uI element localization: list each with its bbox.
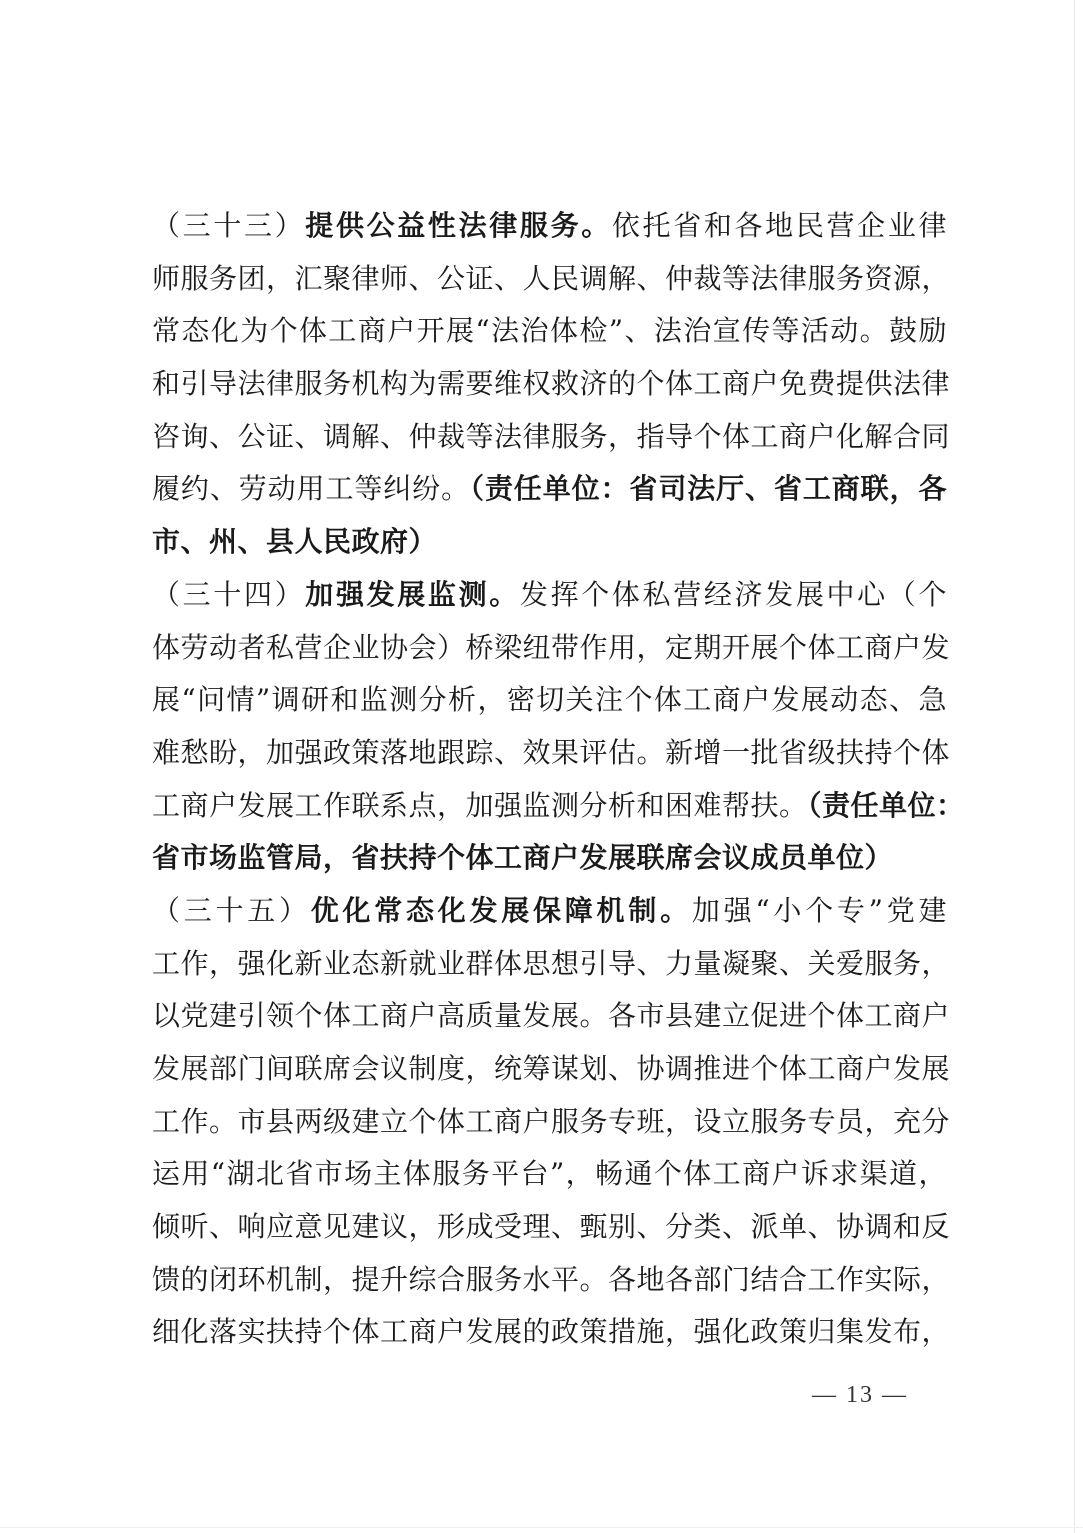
body-text: 发展部门间联席会议制度，统筹谋划、协调推进个体工商户发展 bbox=[152, 1052, 951, 1085]
text-line bbox=[152, 411, 951, 464]
bold-text: 提供公益性法律服务。 bbox=[305, 209, 612, 242]
bold-text: 市、州、县人民政府） bbox=[152, 525, 438, 559]
text-line bbox=[152, 1148, 947, 1201]
text-line bbox=[152, 463, 947, 516]
body-text: 体劳动者私营企业协会）桥梁纽带作用，定期开展个体工商户发 bbox=[152, 630, 951, 664]
text-line bbox=[152, 885, 947, 938]
page-number: — 13 — bbox=[812, 1382, 908, 1408]
text-line bbox=[152, 1254, 951, 1307]
text-line bbox=[152, 990, 951, 1043]
body-text: 馈的闭环机制，提升综合服务水平。各地各部门结合工作实际， bbox=[152, 1262, 951, 1296]
body-text: 工作。市县两级建立个体工商户服务专班，设立服务专员，充分 bbox=[152, 1104, 951, 1138]
body-text: 倾听、响应意见建议，形成受理、甄别、分类、派单、协调和反 bbox=[152, 1210, 951, 1244]
body-text: （三十三） bbox=[152, 209, 306, 242]
body-text: 难愁盼，加强政策落地跟踪、效果评估。新增一批省级扶持个体 bbox=[152, 735, 951, 769]
body-text: 和引导法律服务机构为需要维权救济的个体工商户免费提供法律 bbox=[152, 367, 951, 401]
document-body bbox=[152, 200, 965, 1359]
text-line bbox=[152, 200, 947, 253]
bold-text: （责任单位： bbox=[807, 788, 965, 822]
text-line bbox=[152, 516, 947, 569]
body-text: 履约、劳动用工等纠纷。 bbox=[152, 472, 470, 506]
text-line bbox=[152, 727, 951, 780]
bold-text: 加强发展监测。 bbox=[305, 577, 520, 611]
body-text: 依托省和各地民营企业律 bbox=[611, 209, 947, 242]
text-line bbox=[152, 938, 951, 991]
body-text: 常态化为个体工商户开展“法治体检”、法治宣传等活动。鼓励 bbox=[152, 314, 947, 348]
body-text: 加强“小个专”党建 bbox=[691, 893, 947, 927]
bold-text: 省市场监管局，省扶持个体工商户发展联席会议成员单位） bbox=[152, 841, 894, 875]
body-text: （三十四） bbox=[152, 577, 306, 611]
text-line bbox=[152, 780, 965, 833]
bottom-rule bbox=[0, 1527, 1083, 1528]
text-line bbox=[152, 1306, 951, 1359]
body-text: （三十五） bbox=[152, 893, 311, 927]
body-text: 咨询、公证、调解、仲裁等法律服务，指导个体工商户化解合同 bbox=[152, 419, 951, 453]
text-line bbox=[152, 569, 947, 622]
body-text: 细化落实扶持个体工商户发展的政策措施，强化政策归集发布， bbox=[152, 1315, 951, 1349]
bold-text: （责任单位：省司法厅、省工商联，各 bbox=[469, 472, 947, 506]
body-text: 以党建引领个体工商户高质量发展。各市县建立促进个体工商户 bbox=[152, 999, 951, 1033]
text-line bbox=[152, 832, 947, 885]
body-text: 发挥个体私营经济发展中心（个 bbox=[519, 577, 947, 611]
body-text: 工作，强化新业态新就业群体思想引导、力量凝聚、关爱服务， bbox=[152, 946, 951, 980]
text-line bbox=[152, 674, 947, 727]
text-line bbox=[152, 253, 951, 306]
body-text: 展“问情”调研和监测分析，密切关注个体工商户发展动态、急 bbox=[152, 683, 947, 717]
page-edge bbox=[1074, 0, 1075, 1533]
text-line bbox=[152, 358, 951, 411]
text-line bbox=[152, 1201, 951, 1254]
text-line bbox=[152, 305, 947, 358]
body-text: 工商户发展工作联系点，加强监测分析和困难帮扶。 bbox=[152, 788, 808, 822]
text-line bbox=[152, 1043, 951, 1096]
text-line bbox=[152, 1096, 951, 1149]
text-line bbox=[152, 622, 951, 675]
bold-text: 优化常态化发展保障机制。 bbox=[310, 893, 692, 927]
body-text: 运用“湖北省市场主体服务平台”，畅通个体工商户诉求渠道， bbox=[152, 1157, 947, 1191]
body-text: 师服务团，汇聚律师、公证、人民调解、仲裁等法律服务资源， bbox=[152, 261, 951, 295]
